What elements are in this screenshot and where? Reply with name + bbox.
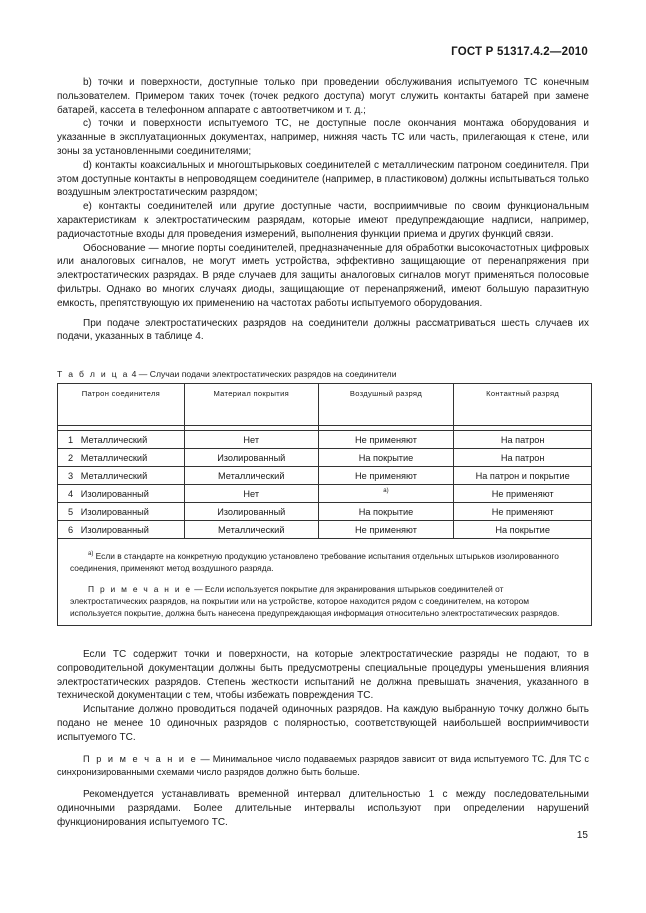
table-caption [57,369,397,380]
cell-contact: Не применяют [454,485,592,503]
intro-section [57,76,589,344]
table-row [58,503,592,521]
cell-air: На покрытие [318,449,454,467]
standard-code-header: ГОСТ Р 51317.4.2—2010 [451,46,588,58]
cell-material: Изолированный [184,503,318,521]
table-row [58,431,592,449]
after-table-section [57,648,589,830]
cell-material: Нет [184,431,318,449]
table-row [58,449,592,467]
cell-patron [58,521,185,539]
row-number: 3 [68,470,74,481]
row-number: 1 [68,434,74,445]
paragraph-b: b) точки и поверхности, доступные только при проведении обслуживания испытуемого ТС конечным пользователем. Примером таких точек (точек редкого доступа) могут служить контакты батарей при замене батарей, кассета в телефонном аппарате с автоответчиком и т. д.; [57,77,589,116]
cell-air [318,485,454,503]
paragraph-c: c) точки и поверхности испытуемого ТС, не доступные после окончания монтажа оборудования и указанные в эксплуатационных документах, например, нижняя часть ТС или часть, прилегающая к стене, или зоны за установленными соединителями; [57,118,589,157]
cell-patron [58,449,185,467]
cell-air: На покрытие [318,503,454,521]
page-number: 15 [576,830,588,841]
table-header-row [58,384,592,426]
note-text: — Минимальное число подаваемых разрядов зависит от вида испытуемого ТС. Для ТС с синхронизированными схемами число разрядов должно быть больше. [57,753,590,778]
row-number: 4 [68,488,74,499]
paragraph-interval: Рекомендуется устанавливать временной интервал длительностью 1 с между последовательными одиночными разрядами. Более длительные интервалы используют при определении нарушений функционирования испытуемого ТС. [57,789,589,828]
connector-discharge-table [57,383,592,626]
table-row [58,467,592,485]
header-patron: Патрон соединителя [58,384,185,426]
header-air: Воздушный разряд [318,384,454,426]
footnote-text: Если в стандарте на конкретную продукцию установлено требование испытания отдельных штырьков изолированного соединения, применяют метод воздушного разряда. [70,550,559,573]
cell-contact: На патрон [454,431,592,449]
table-note [70,583,579,619]
patron-value: Изолированный [80,524,149,535]
patron-value: Изолированный [80,488,149,499]
paragraph-e: e) контакты соединителей или другие доступные части, восприимчивые по своим функциональным характеристикам к электростатическим разрядам, которые имеют предупреждающие надписи, например, радиочастотные входы для проведения измерений, выполнения функции приема и других функций связи. [57,201,589,240]
paragraph-ts-points: Если ТС содержит точки и поверхности, на которые электростатические разряды не подают, то в сопроводительной документации должны быть предусмотрены специальные процедуры уменьшения влияния электростатических разрядов. Степень жесткости испытаний не должна превышать значения, указанного в технической документации с тем, чтобы избежать повреждения ТС. [57,649,589,702]
table-row [58,485,592,503]
cell-air: Не применяют [318,467,454,485]
cell-material: Нет [184,485,318,503]
note-text: — Если используется покрытие для экранирования штырьков соединителей от электростатических разрядов, на покрытии или на устройстве, которое находится рядом с соединителем, на котором используется покрытие, должна быть нанесена предупреждающая информация относительно электростатических разрядов. [70,583,560,618]
patron-value: Металлический [80,470,148,481]
row-number: 2 [68,452,74,463]
paragraph-d: d) контакты коаксиальных и многоштырьковых соединителей с металлическим патроном соединителя. При этом доступные контакты в непроводящем соединителе (например, в пластиковом) должны испытываться только воздушным электростатическим разрядом; [57,159,589,199]
patron-value: Металлический [80,452,148,463]
footnote-ref: а) [383,488,389,495]
note-label: П р и м е ч а н и е [83,753,198,764]
cell-patron [58,485,185,503]
cell-patron [58,467,185,485]
cell-contact: На патрон и покрытие [454,467,592,485]
paragraph-rationale: Обоснование — многие порты соединителей, предназначенные для обработки высокочастотных цифровых или аналоговых сигналов, не могут иметь устройства, эффективно защищающие от перенапряжения при электростатических разрядах. В ряде случаев для защиты аналоговых сигналов могут применяться полосовые фильтры. Однако во многих случаях диоды, защищающие от перенапряжений, имеют большую паразитную емкость, препятствующую их применению на частотах работы испытуемого оборудования. [57,242,589,309]
table-footnote [70,548,579,574]
cell-contact: На покрытие [454,521,592,539]
paragraph-table-intro: При подаче электростатических разрядов на соединители должны рассматриваться шесть случаев их подачи, указанных в таблице 4. [57,317,589,343]
footnote-mark: а) [88,551,94,557]
row-number: 6 [68,524,74,535]
cell-air: Не применяют [318,521,454,539]
table-caption-label: Т а б л и ц а [57,369,130,379]
header-material: Материал покрытия [184,384,318,426]
row-number: 5 [68,506,74,517]
paragraph-single-discharges: Испытание должно проводиться подачей одиночных разрядов. На каждую выбранную точку должно быть подано не менее 10 одиночных разрядов с полярностью, соответствующей наибольшей восприимчивости испытуемого ТС. [57,704,589,743]
cell-material: Металлический [184,467,318,485]
patron-value: Изолированный [80,506,149,517]
paragraph-note [57,753,589,781]
table-caption-text: 4 — Случаи подачи электростатических разрядов на соединители [129,369,397,379]
table-notes-row [58,539,592,626]
cell-air: Не применяют [318,431,454,449]
cell-patron [58,431,185,449]
patron-value: Металлический [80,434,148,445]
table-row [58,521,592,539]
note-label: П р и м е ч а н и е [88,583,192,594]
cell-contact: На патрон [454,449,592,467]
header-contact: Контактный разряд [454,384,592,426]
cell-patron [58,503,185,521]
cell-contact: Не применяют [454,503,592,521]
cell-material: Металлический [184,521,318,539]
cell-material: Изолированный [184,449,318,467]
table-notes [58,539,592,626]
